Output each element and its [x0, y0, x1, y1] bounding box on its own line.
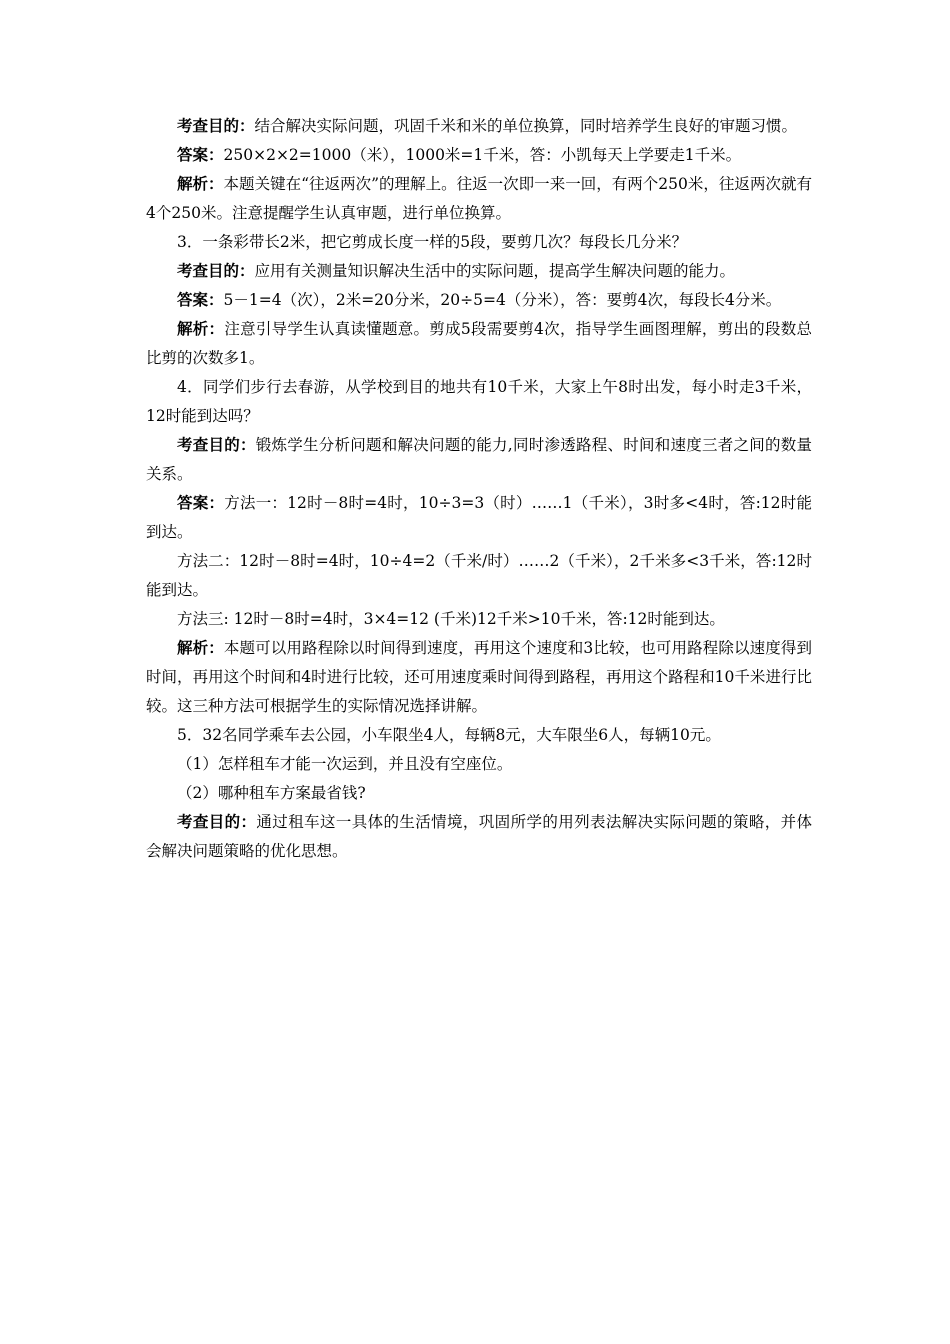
question-4: [146, 373, 812, 431]
paragraph-answer-2: [146, 141, 812, 170]
label-purpose: 考查目的：: [177, 813, 257, 831]
paragraph-analysis-2: [146, 170, 812, 228]
question-text: 4．同学们步行去春游，从学校到目的地共有10千米，大家上午8时出发，每小时走3千米，12时能到达吗？: [146, 378, 812, 425]
paragraph-analysis-3: [146, 315, 812, 373]
paragraph-purpose-2: [146, 112, 812, 141]
answer-method-2: [146, 547, 812, 605]
label-analysis: 解析：: [177, 175, 224, 193]
label-purpose: 考查目的：: [177, 262, 255, 280]
paragraph-text: 通过租车这一具体的生活情境，巩固所学的用列表法解决实际问题的策略，并体会解决问题策略的优化思想。: [146, 813, 812, 860]
paragraph-analysis-4: [146, 634, 812, 721]
label-answer: 答案：: [177, 291, 224, 309]
label-analysis: 解析：: [177, 639, 224, 657]
paragraph-text: 250×2×2=1000（米），1000米=1千米，答：小凯每天上学要走1千米。: [223, 146, 742, 164]
paragraph-text: 方法三: 12时－8时=4时，3×4=12 (千米)12千米>10千米，答:12时能到达。: [177, 610, 725, 628]
paragraph-text: 5－1=4（次），2米=20分米，20÷5=4（分米），答：要剪4次，每段长4分米。: [223, 291, 782, 309]
answer-method-3: [146, 605, 812, 634]
paragraph-purpose-3: [146, 257, 812, 286]
paragraph-text: 本题可以用路程除以时间得到速度，再用这个速度和3比较，也可用路程除以速度得到时间，再用这个时间和4时进行比较，还可用速度乘时间得到路程，再用这个路程和10千米进行比较。这三种方法可根据学生的实际情况选择讲解。: [146, 639, 812, 715]
question-text: 3．一条彩带长2米，把它剪成长度一样的5段，要剪几次？每段长几分米？: [177, 233, 688, 251]
paragraph-text: 应用有关测量知识解决生活中的实际问题，提高学生解决问题的能力。: [254, 262, 736, 280]
label-analysis: 解析：: [177, 320, 225, 338]
paragraph-text: 结合解决实际问题，巩固千米和米的单位换算，同时培养学生良好的审题习惯。: [254, 117, 798, 135]
paragraph-text: 注意引导学生认真读懂题意。剪成5段需要剪4次，指导学生画图理解，剪出的段数总比剪的次数多1。: [146, 320, 812, 367]
paragraph-answer-3: [146, 286, 812, 315]
paragraph-text: 本题关键在“往返两次”的理解上。往返一次即一来一回，有两个250米，往返两次就有4个250米。注意提醒学生认真审题，进行单位换算。: [146, 175, 812, 222]
paragraph-purpose-5: [146, 808, 812, 866]
paragraph-answer-4: [146, 489, 812, 547]
question-5-part-2: [146, 779, 812, 808]
label-answer: 答案：: [177, 494, 225, 512]
label-answer: 答案：: [177, 146, 224, 164]
question-5: [146, 721, 812, 750]
paragraph-text: 锻炼学生分析问题和解决问题的能力,同时渗透路程、时间和速度三者之间的数量关系。: [146, 436, 812, 483]
question-text: （2）哪种租车方案最省钱?: [177, 784, 366, 802]
paragraph-text: 方法二：12时－8时=4时，10÷4=2（千米/时）……2（千米），2千米多<3千米，答:12时能到达。: [146, 552, 812, 599]
question-text: （1）怎样租车才能一次运到，并且没有空座位。: [177, 755, 513, 773]
question-3: [146, 228, 812, 257]
document-body: [146, 112, 812, 866]
label-purpose: 考查目的：: [177, 117, 255, 135]
label-purpose: 考查目的：: [177, 436, 256, 454]
question-5-part-1: [146, 750, 812, 779]
paragraph-text: 方法一：12时－8时=4时，10÷3=3（时）……1（千米），3时多<4时，答:12时能到达。: [146, 494, 812, 541]
question-text: 5．32名同学乘车去公园，小车限坐4人，每辆8元，大车限坐6人，每辆10元。: [177, 726, 721, 744]
paragraph-purpose-4: [146, 431, 812, 489]
